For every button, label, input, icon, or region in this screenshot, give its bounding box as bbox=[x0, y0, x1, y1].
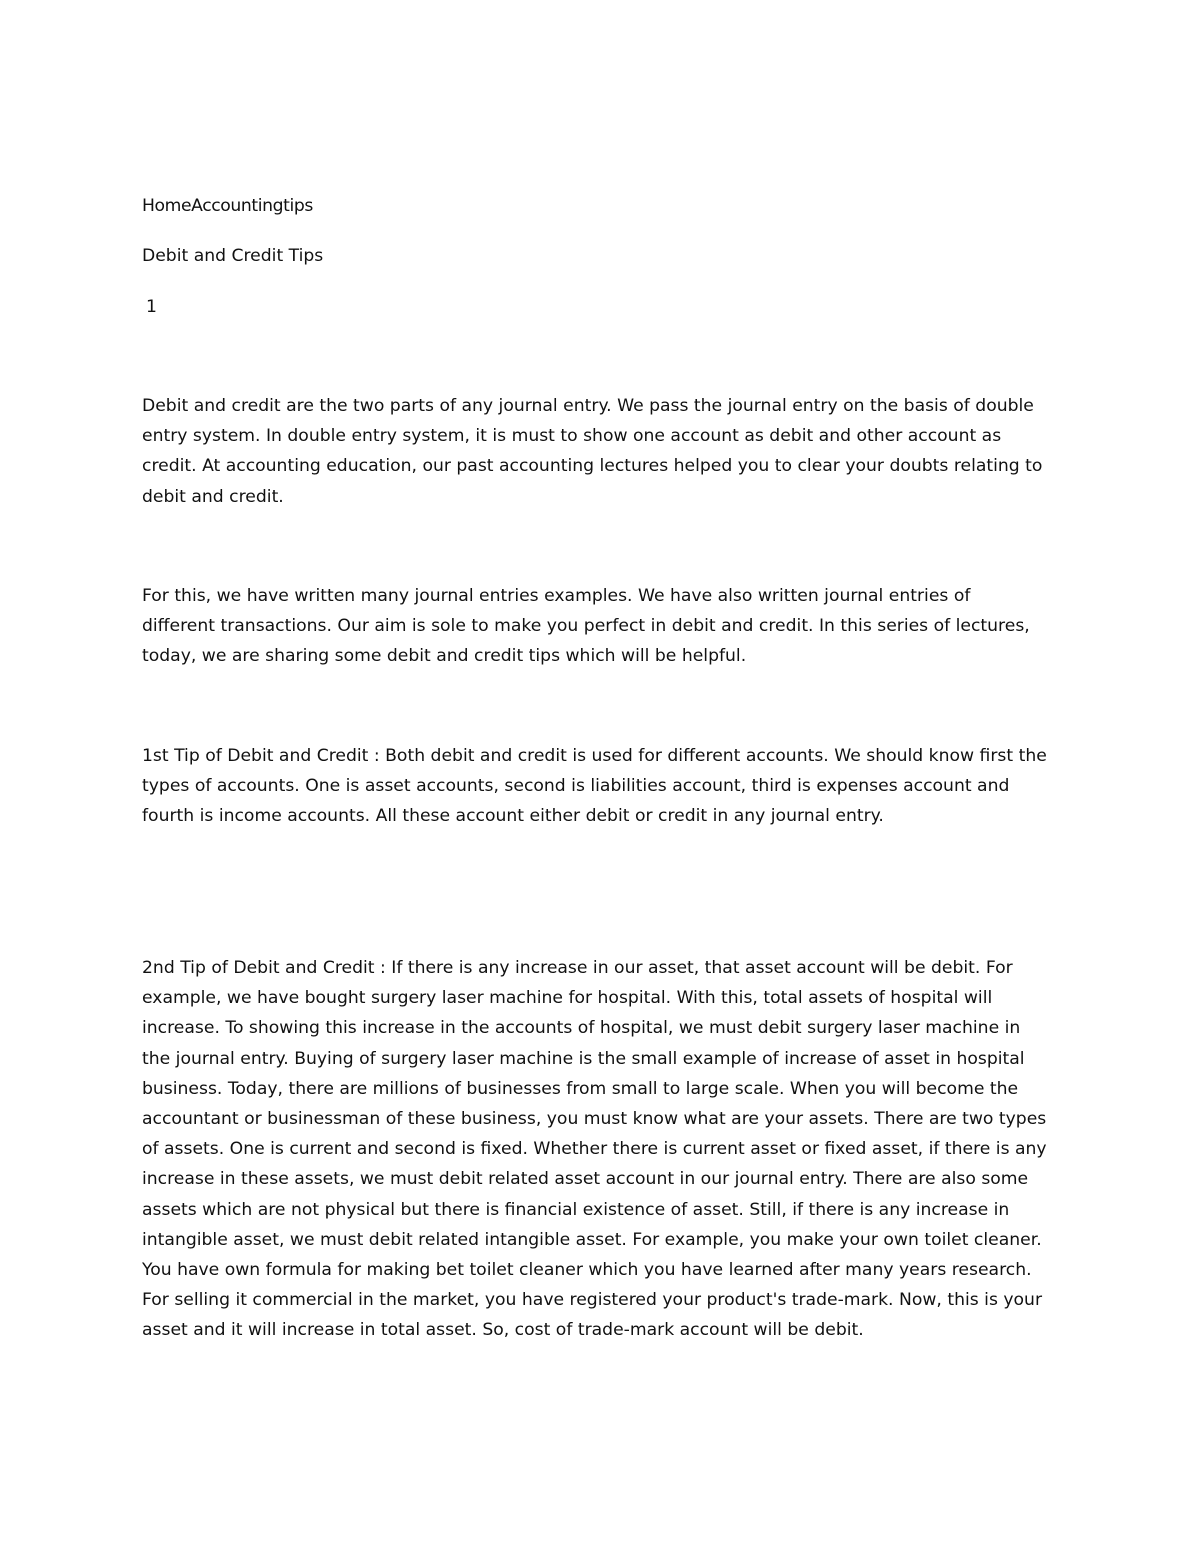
text-line: credit. At accounting education, our past accounting lectures helped you to clear your doubts relating to bbox=[142, 456, 1043, 477]
text-line: today, we are sharing some debit and credit tips which will be helpful. bbox=[142, 646, 747, 667]
text-line: accountant or businessman of these business, you must know what are your assets. There are two types bbox=[142, 1109, 1047, 1130]
text-line: of assets. One is current and second is fixed. Whether there is current asset or fixed asset, if there is any bbox=[142, 1139, 1047, 1160]
paragraph-tip-2 bbox=[142, 953, 1082, 1346]
text-line: increase. To showing this increase in the accounts of hospital, we must debit surgery laser machine in bbox=[142, 1018, 1021, 1039]
text-line: For selling it commercial in the market, you have registered your product's trade-mark. Now, this is your bbox=[142, 1290, 1043, 1311]
text-line: example, we have bought surgery laser machine for hospital. With this, total assets of hospital will bbox=[142, 988, 993, 1009]
text-line: increase in these assets, we must debit related asset account in our journal entry. There are also some bbox=[142, 1169, 1029, 1190]
paragraph-tip-1 bbox=[142, 741, 1082, 832]
text-line: business. Today, there are millions of businesses from small to large scale. When you will become the bbox=[142, 1078, 1019, 1099]
text-line: assets which are not physical but there is financial existence of asset. Still, if there is any increase in bbox=[142, 1199, 1010, 1220]
text-line: asset and it will increase in total asset. So, cost of trade-mark account will be debit. bbox=[142, 1320, 864, 1341]
text-line: You have own formula for making bet toilet cleaner which you have learned after many years research. bbox=[142, 1260, 1032, 1281]
page-title: Debit and Credit Tips bbox=[142, 246, 324, 266]
text-line: different transactions. Our aim is sole to make you perfect in debit and credit. In this series of lectures, bbox=[142, 616, 1030, 637]
text-line: 1st Tip of Debit and Credit : Both debit and credit is used for different accounts. We should know first the bbox=[142, 746, 1047, 766]
text-line: For this, we have written many journal entries examples. We have also written journal entries of bbox=[142, 586, 971, 606]
text-line: Debit and credit are the two parts of any journal entry. We pass the journal entry on the basis of double bbox=[142, 396, 1034, 416]
text-line: debit and credit. bbox=[142, 486, 284, 507]
breadcrumb: HomeAccountingtips bbox=[142, 196, 313, 216]
paragraph-intro bbox=[142, 391, 1082, 512]
text-line: intangible asset, we must debit related intangible asset. For example, you make your own toilet cleaner. bbox=[142, 1229, 1042, 1250]
text-line: types of accounts. One is asset accounts, second is liabilities account, third is expenses account and bbox=[142, 776, 1010, 797]
text-line: 2nd Tip of Debit and Credit : If there is any increase in our asset, that asset account will be debit. For bbox=[142, 958, 1013, 978]
text-line: the journal entry. Buying of surgery laser machine is the small example of increase of asset in hospital bbox=[142, 1048, 1025, 1069]
text-line: entry system. In double entry system, it is must to show one account as debit and other account as bbox=[142, 426, 1002, 447]
text-line: fourth is income accounts. All these account either debit or credit in any journal entry. bbox=[142, 806, 884, 827]
comment-count: 1 bbox=[146, 297, 157, 317]
paragraph-examples bbox=[142, 581, 1082, 672]
